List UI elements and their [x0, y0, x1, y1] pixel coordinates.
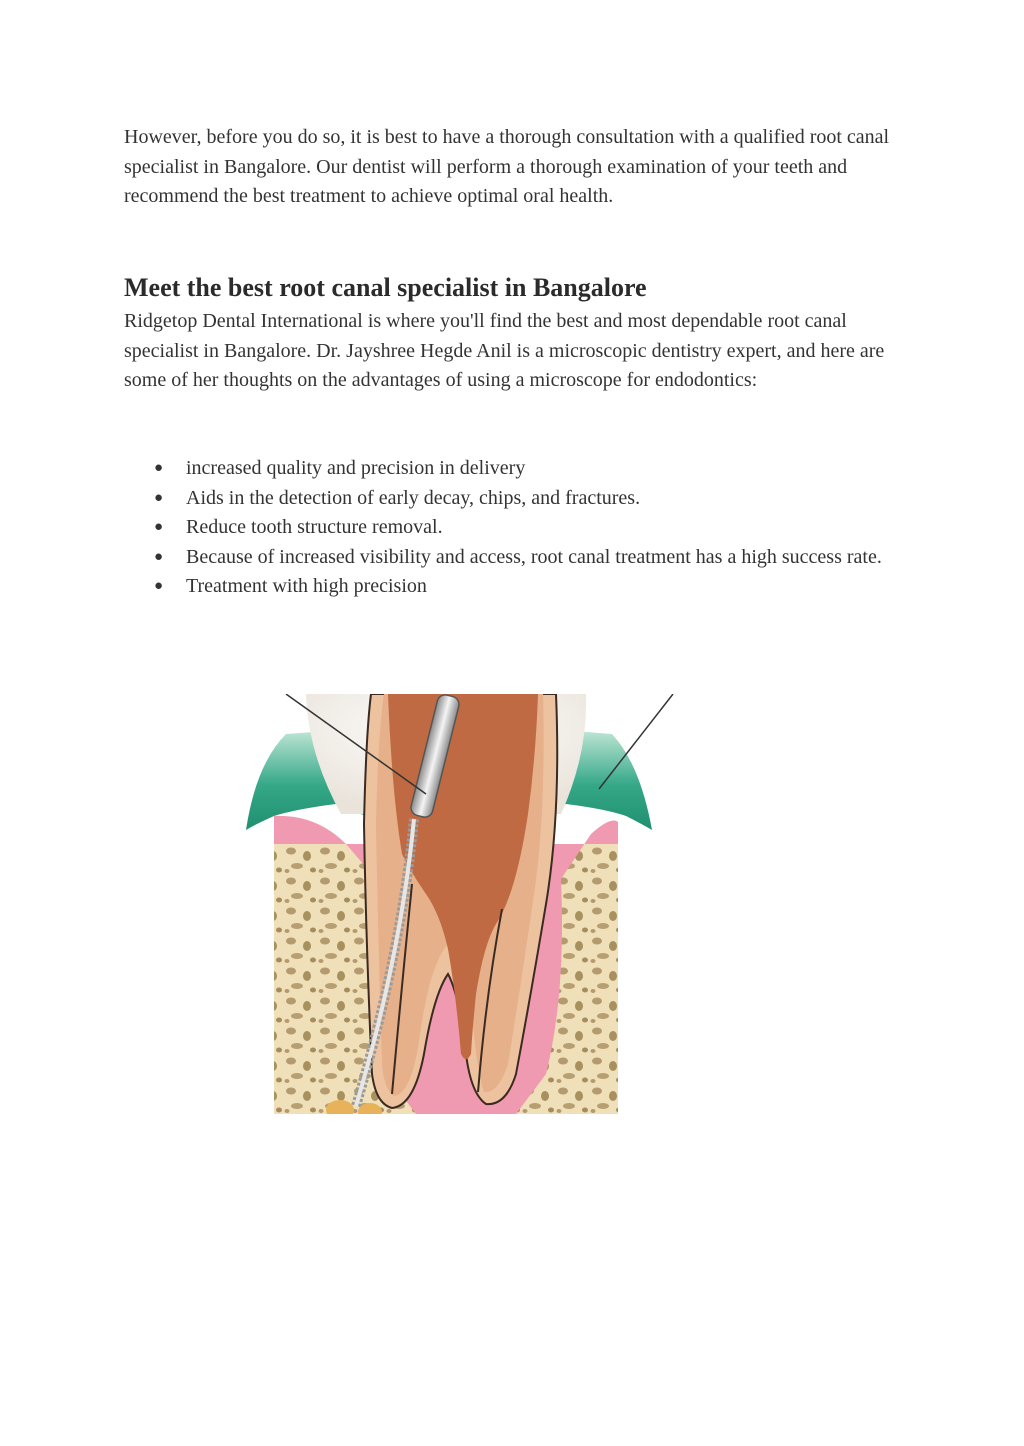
bullet-icon: ●: [154, 489, 164, 506]
list-item-text: Reduce tooth structure removal.: [186, 516, 443, 538]
root-canal-tooth-illustration: [216, 694, 682, 1114]
section-heading: Meet the best root canal specialist in Bangalore: [124, 273, 647, 302]
advantages-list: [124, 454, 904, 602]
list-item: [124, 572, 904, 602]
list-item: [124, 543, 904, 573]
bullet-icon: ●: [154, 548, 164, 565]
list-item: [124, 513, 904, 543]
list-item-text: increased quality and precision in delivery: [186, 457, 526, 479]
list-item-text: Treatment with high precision: [186, 575, 427, 597]
list-item-text: Aids in the detection of early decay, chips, and fractures.: [186, 486, 641, 509]
bullet-icon: ●: [154, 460, 164, 476]
section-body-paragraph: Ridgetop Dental International is where you'll find the best and most dependable root canal specialist in Bangalore. Dr. Jayshree Hegde Anil is a microscopic dentistry expert, and here are some of her thoughts on the advantages of using a microscope for endodontics:: [124, 310, 885, 391]
list-item: [124, 484, 904, 514]
intro-paragraph: However, before you do so, it is best to have a thorough consultation with a qualified root canal specialist in Bangalore. Our dentist will perform a thorough examination of your teeth and recommend the best treatment to achieve optimal oral health.: [124, 126, 890, 207]
list-item-text: Because of increased visibility and access, root canal treatment has a high success rate.: [186, 545, 882, 568]
bullet-icon: ●: [154, 578, 164, 594]
bullet-icon: ●: [154, 519, 164, 535]
list-item: [124, 454, 904, 484]
